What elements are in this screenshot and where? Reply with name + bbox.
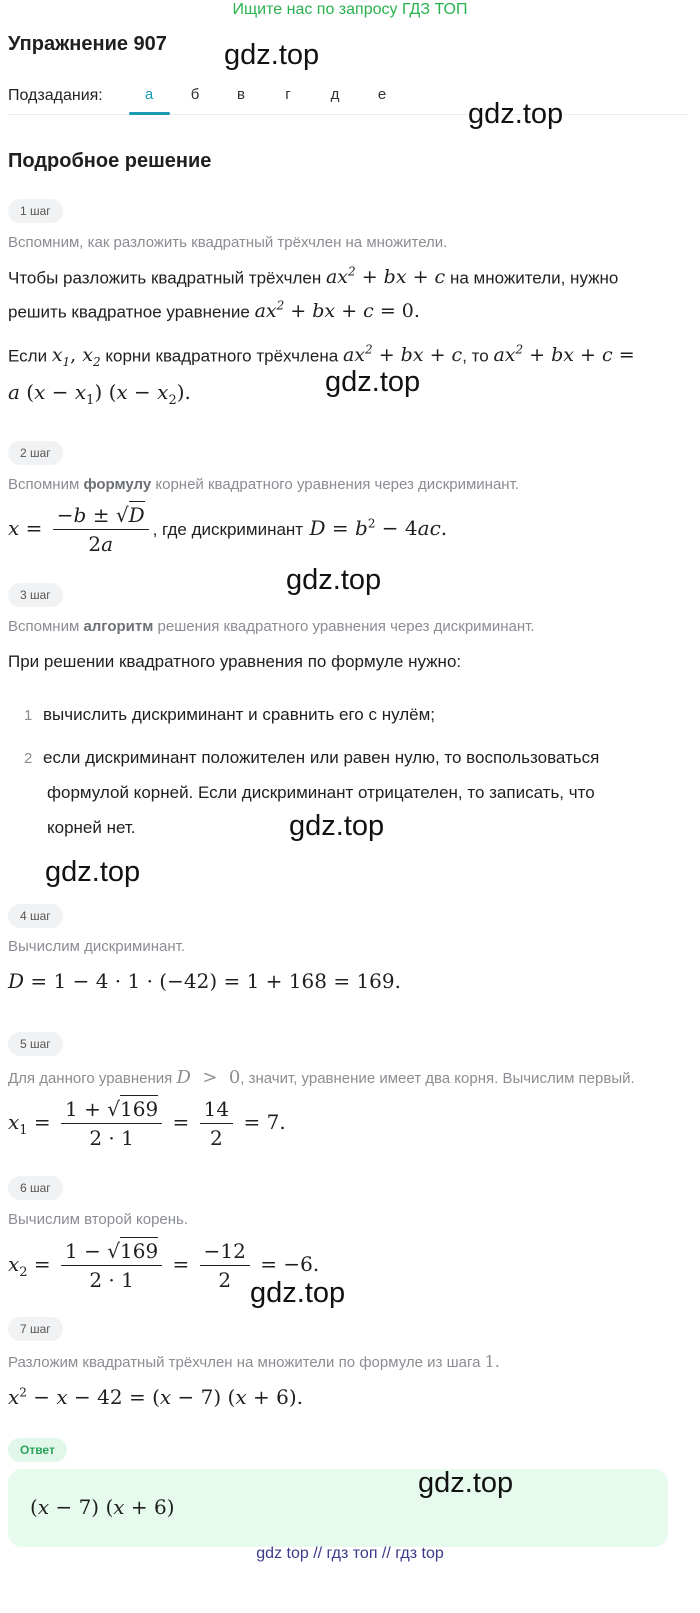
step-text: При решении квадратного уравнения по формуле нужно: [8,652,462,671]
text-fragment: Вспомним [8,476,80,493]
step-badge: 1 шаг [8,199,63,223]
step-badge: 6 шаг [8,1176,63,1200]
step-badge: 2 шаг [8,441,63,465]
step-badge: 4 шаг [8,904,63,928]
step-formula: $x^2 - x - 42 = (x - 7) (x + 6)$. [8,1385,303,1409]
list-item: формулой корней. Если дискриминант отрицателен, то записать, что [47,783,595,802]
formula: $x_1$, $x_2$ [51,344,101,370]
text-fragment: , значит, уравнение имеет два корня. Вычислим первый. [240,1070,635,1087]
section-title: Подробное решение [8,150,212,172]
search-banner[interactable]: Ищите нас по запросу ГДЗ ТОП [232,1,468,18]
text-fragment: корни квадратного трёхчлена [105,346,339,366]
formula: $ax^2$ + bx + c [325,265,446,289]
text-fragment-bold: алгоритм [83,618,154,635]
step-hint: Вычислим дискриминант. [8,938,185,955]
active-tab-indicator [129,112,170,115]
step-text [8,265,618,288]
text-fragment: Для данного уравнения [8,1070,173,1087]
formula: $ax^2$ + bx + c = 0. [254,299,420,323]
text-fragment: Разложим квадратный трёхчлен на множители по формуле из шага [8,1354,481,1371]
formula: D > 0 [176,1067,241,1088]
text-fragment: Вспомним [8,618,80,635]
formula: $ax^2$ + bx + c = [493,343,635,367]
step-hint [8,618,535,635]
list-item: если дискриминант положителен или равен нулю, то воспользоваться [43,748,600,767]
watermark: gdz.top [468,98,564,130]
list-item: вычислить дискриминант и сравнить его с нулём; [43,705,436,724]
step-badge: 5 шаг [8,1032,63,1056]
watermark: gdz.top [325,366,421,398]
list-number: 2 [24,750,33,767]
tab-e[interactable]: е [377,86,387,103]
step-text [8,299,420,322]
tab-v[interactable]: в [237,86,245,103]
step-formula: x = $\frac{-b \pm √D}{2a}$ , где дискриминант $D = b^2 - 4ac$. [8,503,448,556]
step-hint: Вспомним, как разложить квадратный трёхчлен на множители. [8,234,448,251]
step-hint [8,476,519,493]
formula: 1. [484,1352,500,1371]
step-formula: a $(x - x_1)$ $(x - x_2)$. [8,380,191,408]
tabs-divider [8,114,688,115]
footer-links[interactable]: gdz top // гдз топ // гдз top [256,1545,444,1562]
formula: $ax^2$ + bx + c [342,343,463,367]
list-number: 1 [24,707,33,724]
step-formula: $x_1$ = $\frac{1 + √169}{2 \cdot 1}$ = $\frac{14}{2}$ = 7. [8,1097,286,1150]
list-item: корней нет. [47,818,136,837]
watermark: gdz.top [250,1277,346,1309]
step-hint: Вычислим второй корень. [8,1211,189,1228]
text-fragment: , то [462,346,489,366]
watermark: gdz.top [224,39,320,71]
exercise-title: Упражнение 907 [8,33,167,55]
watermark: gdz.top [45,856,141,888]
tab-a[interactable]: а [144,86,154,103]
step-formula: $x_2$ = $\frac{1 - √169}{2 \cdot 1}$ = $\frac{-12}{2}$ = −6. [8,1239,320,1292]
tab-g[interactable]: г [285,86,291,103]
text-fragment: Если [8,346,48,366]
answer-formula: (x − 7) (x + 6) [30,1495,175,1519]
text-fragment: на множители, нужно [449,268,619,288]
fraction: $\frac{-b \pm √D}{2a}$ [53,503,149,556]
tab-b[interactable]: б [190,86,200,103]
watermark: gdz.top [289,810,385,842]
text-fragment: , где дискриминант [152,520,304,539]
text-fragment-bold: формулу [83,476,152,493]
step-formula: D = 1 − 4 · 1 · (−42) = 1 + 168 = 169. [8,969,401,993]
step-badge: 7 шаг [8,1317,63,1341]
text-fragment: корней квадратного уравнения через дискриминант. [155,476,519,493]
tab-d[interactable]: д [330,86,340,103]
text-fragment: Чтобы разложить квадратный трёхчлен [8,268,322,288]
subtasks-label: Подзадания: [8,87,103,104]
step-text [8,343,635,369]
text-fragment: решить квадратное уравнение [8,302,250,322]
watermark: gdz.top [418,1467,514,1499]
step-hint [8,1352,500,1371]
watermark: gdz.top [286,564,382,596]
answer-badge: Ответ [8,1438,67,1462]
step-hint [8,1067,635,1088]
text-fragment: решения квадратного уравнения через дискриминант. [157,618,535,635]
step-badge: 3 шаг [8,583,63,607]
